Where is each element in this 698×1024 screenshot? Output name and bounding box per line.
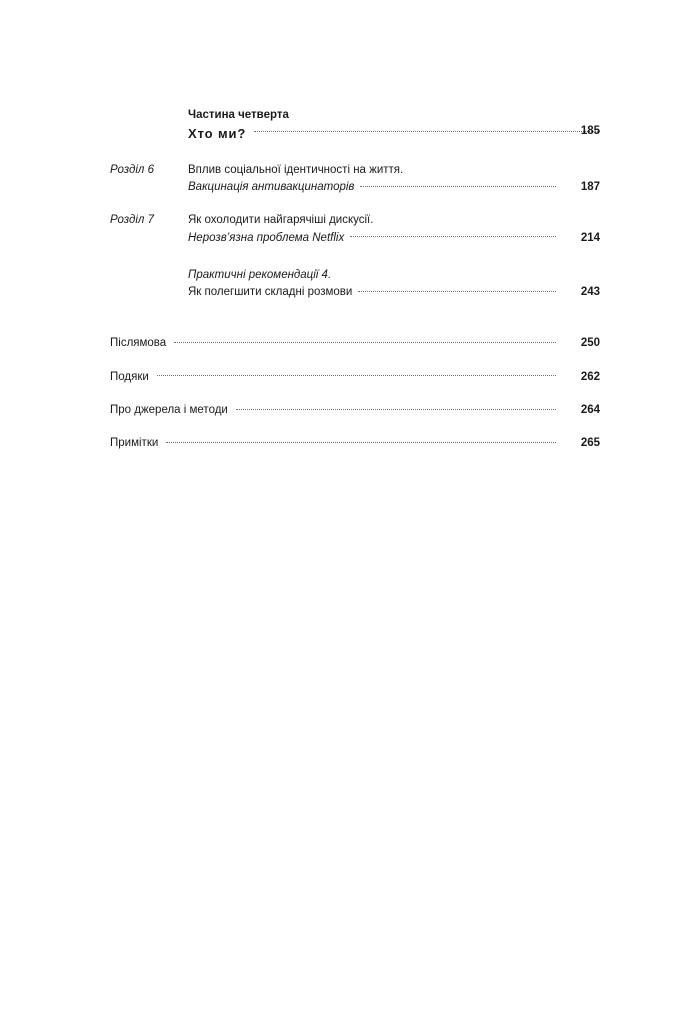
toc-entry[interactable] — [110, 267, 600, 302]
toc-entry[interactable] — [110, 212, 600, 247]
toc-entry-label: Розділ 7 — [110, 214, 155, 227]
leader-dots — [350, 235, 556, 237]
toc-entry-line-2 — [110, 230, 600, 247]
toc-entry-title: Практичні рекомендації 4. — [188, 268, 332, 281]
toc-entry-subtitle: Як полегшити складні розмови — [188, 286, 353, 299]
toc-entry-subtitle: Вакцинація антивакцинаторів — [188, 181, 355, 194]
back-title: Подяки — [110, 370, 149, 383]
part-page-number: 185 — [580, 124, 600, 137]
back-title: Примітки — [110, 437, 159, 450]
leader-dots — [174, 341, 556, 343]
leader-dots — [358, 290, 556, 292]
toc-back-row[interactable] — [110, 369, 600, 386]
toc-entry-subtitle: Нерозв’язна проблема Netflix — [188, 231, 345, 244]
back-page: 250 — [580, 337, 600, 350]
toc-back-row[interactable] — [110, 335, 600, 352]
toc-entry-line-2 — [110, 284, 600, 301]
back-page: 265 — [580, 437, 600, 450]
toc-entry-line-1 — [110, 267, 600, 284]
toc-entry-label: Розділ 6 — [110, 163, 155, 176]
part-kicker: Частина четверта — [188, 109, 289, 121]
toc-entry-title: Вплив соціальної ідентичності на життя. — [188, 163, 404, 176]
toc-entry[interactable] — [110, 162, 600, 197]
back-page: 262 — [580, 370, 600, 383]
table-of-contents — [110, 105, 600, 468]
leader-dots — [236, 408, 556, 410]
toc-back-row[interactable] — [110, 402, 600, 419]
toc-entry-line-2 — [110, 179, 600, 196]
back-matter — [110, 335, 600, 452]
back-page: 264 — [580, 403, 600, 416]
toc-entry-page: 243 — [580, 286, 600, 299]
toc-entry-line-1 — [110, 162, 600, 179]
back-title: Про джерела і методи — [110, 403, 228, 416]
leader-dots — [360, 185, 556, 187]
toc-back-row[interactable] — [110, 435, 600, 452]
toc-entry-page: 214 — [580, 231, 600, 244]
toc-entry-page: 187 — [580, 181, 600, 194]
toc-entry-title: Як охолодити найгарячіші дискусії. — [188, 214, 374, 227]
leader-dots — [166, 441, 556, 443]
part-title: Хто ми? — [188, 125, 247, 141]
leader-dots — [254, 130, 600, 132]
toc-entry-line-1 — [110, 212, 600, 229]
back-title: Післямова — [110, 337, 167, 350]
leader-dots — [157, 374, 556, 376]
